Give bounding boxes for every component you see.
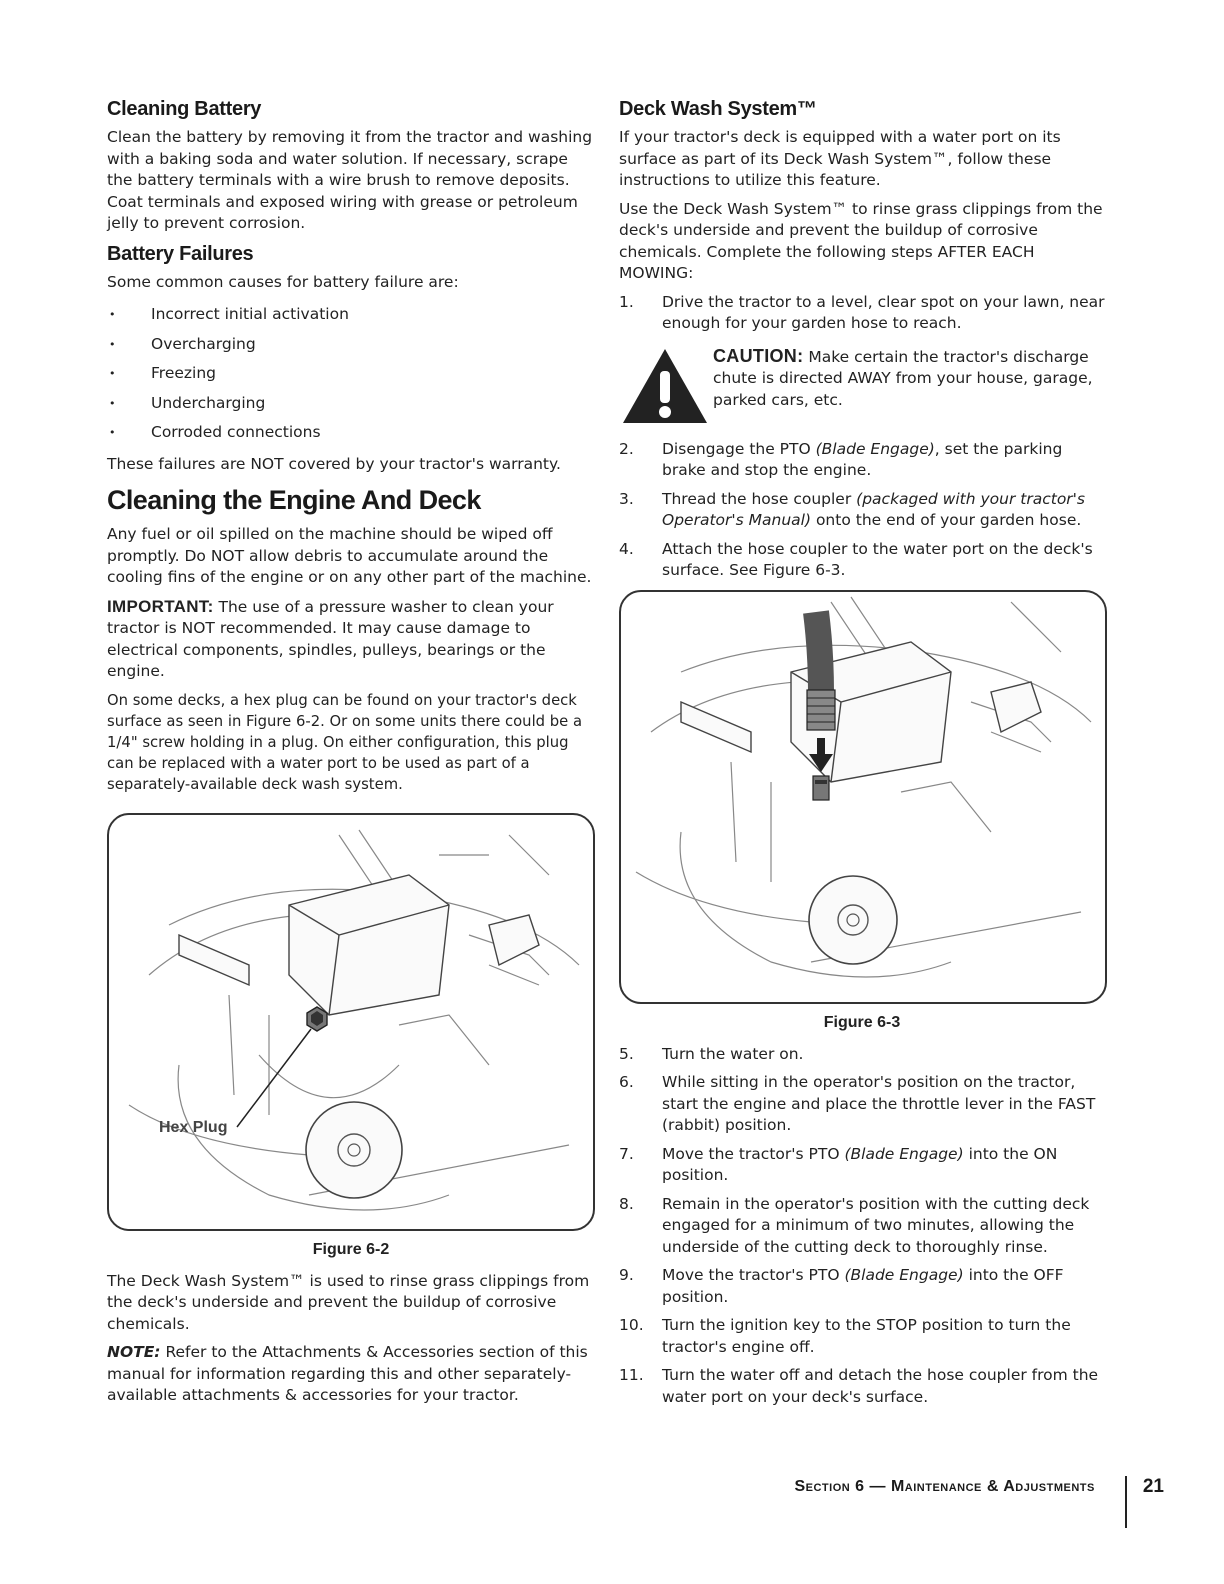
list-item: • Overcharging — [107, 330, 595, 360]
battery-failures-heading: Battery Failures — [107, 242, 254, 265]
deck-illustration — [109, 815, 593, 1229]
important-note — [107, 596, 595, 683]
list-item: 7. Move the tractor's PTO (Blade Engage) into the ON position. — [619, 1144, 1058, 1184]
figure-6-2-caption: Figure 6-2 — [312, 1240, 390, 1258]
list-item: 11. Turn the water off and detach the hose coupler from the water port on your deck's surface. — [619, 1366, 1099, 1406]
footer-divider — [1125, 1476, 1127, 1528]
engine-deck-para3: On some decks, a hex plug can be found on your tractor's deck surface as seen in Figure 6-2. Or on some units there could be a 1/4" screw holding in a plug. On either configuration, this plug can be replaced with a water port to be used as part of a separately-available deck wash system. — [107, 691, 583, 793]
deck-wash-heading: Deck Wash System™ — [619, 98, 817, 120]
battery-failures-intro: Some common causes for battery failure are: — [107, 272, 459, 291]
figure-6-3-caption: Figure 6-3 — [823, 1013, 901, 1031]
caution-text: CAUTION: Make certain the tractor's discharge chute is directed AWAY from your house, garage, parked cars, etc. — [713, 345, 1093, 409]
list-item: 2. Disengage the PTO (Blade Engage), set the parking brake and stop the engine. — [619, 439, 1063, 479]
figure-6-3 — [619, 590, 1107, 1004]
list-item: 8. Remain in the operator's position with the cutting deck engaged for a minimum of two minutes, allowing the underside of the cutting deck to thoroughly rinse. — [619, 1194, 1090, 1256]
list-item: • Undercharging — [107, 389, 595, 419]
deck-wash-steps-a — [619, 292, 1105, 335]
cleaning-battery-heading: Cleaning Battery — [107, 98, 262, 120]
caution-box — [619, 343, 1105, 425]
cleaning-battery-text: Clean the battery by removing it from the tractor and washing with a baking soda and water solution. If necessary, scrape the battery terminals with a wire brush to remove deposits. Coat terminals and exposed wiring with grease or petroleum jelly to prevent corrosion. — [107, 128, 593, 232]
list-item: 3. Thread the hose coupler (packaged with your tractor's Operator's Manual) onto the end of your garden hose. — [619, 489, 1086, 529]
hex-plug-label: Hex Plug — [159, 1118, 228, 1136]
list-item: 5. Turn the water on. — [619, 1044, 804, 1063]
important-label: IMPORTANT: — [107, 596, 214, 616]
right-column — [619, 98, 1105, 1415]
figure-6-2 — [107, 813, 595, 1231]
wheel-icon — [809, 876, 897, 964]
list-item: 1. Drive the tractor to a level, clear spot on your lawn, near enough for your garden hose to reach. — [619, 292, 1105, 332]
note — [107, 1342, 595, 1407]
list-item: 6. While sitting in the operator's position on the tractor, start the engine and place the throttle lever in the FAST (rabbit) position. — [619, 1073, 1096, 1134]
deck-wash-para2: Use the Deck Wash System™ to rinse grass clippings from the deck's underside and prevent the buildup of corrosive chemicals. Complete the following steps AFTER EACH MOWING: — [619, 199, 1103, 282]
after-figure-text: The Deck Wash System™ is used to rinse grass clippings from the deck's underside and prevent the buildup of corrosive chemicals. — [107, 1271, 590, 1333]
page-number: 21 — [1142, 1476, 1164, 1497]
list-item: • Corroded connections — [107, 418, 595, 448]
note-label: NOTE: — [107, 1343, 161, 1361]
warning-icon — [621, 347, 709, 425]
deck-wash-steps-c — [619, 1044, 1105, 1409]
list-item: • Incorrect initial activation — [107, 300, 595, 330]
list-item: 10. Turn the ignition key to the STOP position to turn the tractor's engine off. — [619, 1316, 1071, 1356]
important-text: The use of a pressure washer to clean your tractor is NOT recommended. It may cause damage to electrical components, spindles, pulleys, bearings or the engine. — [107, 597, 554, 680]
water-port-icon — [813, 776, 829, 800]
battery-failures-outro: These failures are NOT covered by your tractor's warranty. — [107, 454, 561, 473]
deck-wash-para1: If your tractor's deck is equipped with a water port on its surface as part of its Deck Wash System™, follow these instructions to utilize this feature. — [619, 128, 1061, 189]
battery-failures-list — [107, 300, 595, 448]
engine-deck-heading: Cleaning the Engine And Deck — [107, 485, 481, 515]
list-item: 9. Move the tractor's PTO (Blade Engage) into the OFF position. — [619, 1266, 1064, 1306]
left-column — [107, 98, 595, 1414]
wheel-icon — [306, 1102, 402, 1198]
deck-wash-steps-b — [619, 439, 1105, 582]
deck-hose-illustration — [621, 592, 1105, 1002]
hose-icon — [807, 612, 835, 730]
page-footer — [794, 1476, 1164, 1528]
list-item: 4. Attach the hose coupler to the water port on the deck's surface. See Figure 6-3. — [619, 539, 1093, 579]
note-text: Refer to the Attachments & Accessories section of this manual for information regarding this and other separately-available attachments & accessories for your tractor. — [107, 1343, 588, 1404]
caution-label: CAUTION: — [713, 345, 804, 366]
hex-plug-icon — [307, 1007, 327, 1031]
list-item: • Freezing — [107, 359, 595, 389]
section-title: Section 6 — Maintenance & Adjustments — [794, 1478, 1095, 1495]
engine-deck-para1: Any fuel or oil spilled on the machine should be wiped off promptly. Do NOT allow debris to accumulate around the cooling fins of the engine or on any other part of the machine. — [107, 525, 592, 586]
